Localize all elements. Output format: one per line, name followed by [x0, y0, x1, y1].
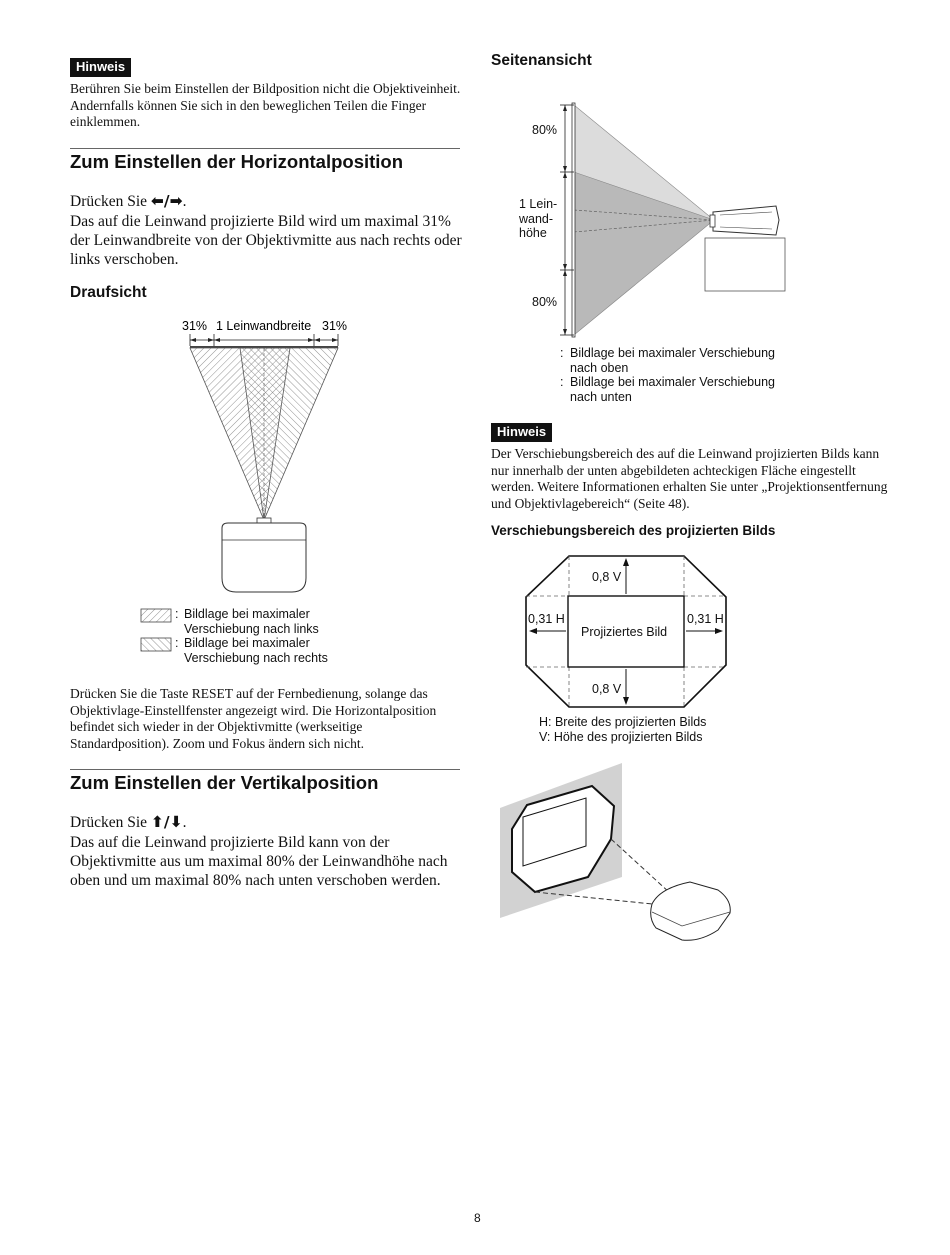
press-suffix: . — [182, 814, 187, 831]
fig-label-screen-width: 1 Leinwandbreite — [216, 319, 312, 333]
range-center-label: Projiziertes Bild — [581, 625, 668, 639]
reset-text: Drücken Sie die Taste RESET auf der Fernbedienung, solange das Objektivlage-Einstellfenster angezeigt wird. Die Horizontalposition befindet sich wieder in der Objektivmitte (werkseitige Standardposition). Zoom und Fokus ändern sich nicht. — [70, 686, 437, 751]
fig-label-left-pct: 31% — [182, 319, 208, 333]
projector-side-view — [713, 206, 779, 235]
projector-top-view — [222, 523, 306, 592]
legend-down-line2: nach unten — [570, 389, 632, 404]
subhead-range: Verschiebungsbereich des projizierten Bilds — [491, 523, 776, 538]
press-prefix: Drücken Sie — [70, 193, 151, 210]
up-down-arrows-icon: ⬆/⬇ — [150, 813, 183, 831]
range-v-bottom: 0,8 V — [592, 682, 622, 696]
heading-vertical: Zum Einstellen der Vertikalposition — [70, 772, 379, 793]
range-h-left: 0,31 H — [528, 612, 565, 626]
side-label-mid-line1: 1 Lein- — [519, 197, 558, 211]
screen-side — [572, 103, 575, 337]
lens-side — [710, 215, 715, 227]
subhead-seitenansicht: Seitenansicht — [491, 52, 592, 69]
legend-left-line1: Bildlage bei maximaler — [184, 607, 310, 621]
legend-swatch-left — [141, 609, 171, 622]
legend-left — [184, 607, 319, 636]
legend-down — [570, 375, 775, 404]
projector-stand — [705, 238, 785, 291]
legend-down-colon: : — [560, 375, 564, 389]
legend-up-colon: : — [560, 346, 564, 360]
note-badge-1 — [70, 58, 131, 77]
press-vertical — [70, 813, 465, 832]
range-h-right: 0,31 H — [687, 612, 724, 626]
legend-right-line2: Verschiebung nach rechts — [184, 650, 328, 665]
press-horizontal — [70, 192, 465, 211]
side-label-bottom: 80% — [532, 295, 558, 309]
side-label-mid-line3: höhe — [519, 226, 547, 240]
range-v-top: 0,8 V — [592, 570, 622, 584]
legend-up — [570, 346, 775, 375]
fig-label-right-pct: 31% — [322, 319, 348, 333]
side-label-mid-line2: wand- — [519, 211, 554, 226]
shift-down-area — [574, 172, 714, 335]
note-text-1: Berühren Sie beim Einstellen der Bildposition nicht die Objektiveinheit. Andernfalls können Sie sich in den beweglichen Teilen die Finger einklemmen. — [70, 81, 461, 129]
range-def-h: H: Breite des projizierten Bilds — [539, 715, 707, 729]
legend-right — [184, 636, 328, 665]
perspective-illustration — [495, 760, 740, 945]
press-suffix: . — [182, 193, 187, 210]
subhead-draufsicht: Draufsicht — [70, 284, 147, 301]
side-label-top: 80% — [532, 123, 558, 137]
legend-left-line2: Verschiebung nach links — [184, 621, 319, 636]
note-badge-label: Hinweis — [70, 58, 131, 77]
range-def-v: V: Höhe des projizierten Bilds — [539, 730, 703, 744]
heading-horizontal: Zum Einstellen der Horizontalposition — [70, 151, 404, 172]
note-text-2: Der Verschiebungsbereich des auf die Leinwand projizierten Bilds kann nur innerhalb der unten abgebildeten achteckigen Fläche eingestellt werden. Weitere Informationen erhalten Sie unter „Projektionsentfernung und Objektivlagebereich“ (Seite 48). — [491, 446, 888, 511]
vertical-body: Das auf die Leinwand projizierte Bild kann von der Objektivmitte aus um maximal 80% der Leinwandhöhe nach oben und um maximal 80% nach unten verschoben werden. — [70, 834, 448, 889]
horizontal-body: Das auf die Leinwand projizierte Bild wird um maximal 31% der Leinwandbreite von der Objektivmitte aus nach rechts oder links verschoben. — [70, 213, 462, 268]
legend-right-colon: : — [175, 636, 179, 650]
section-divider-1 — [70, 148, 460, 149]
legend-up-line1: Bildlage bei maximaler Verschiebung — [570, 346, 775, 360]
legend-up-line2: nach oben — [570, 360, 629, 375]
legend-left-colon: : — [175, 607, 179, 621]
page-number: 8 — [474, 1211, 481, 1225]
note-badge-label: Hinweis — [491, 423, 552, 442]
projector-3d — [651, 882, 731, 940]
left-right-arrows-icon: ⬅/➡ — [150, 192, 183, 210]
legend-down-line1: Bildlage bei maximaler Verschiebung — [570, 375, 775, 389]
press-prefix: Drücken Sie — [70, 814, 151, 831]
legend-swatch-right — [141, 638, 171, 651]
legend-right-line1: Bildlage bei maximaler — [184, 636, 310, 650]
section-divider-2 — [70, 769, 460, 770]
note-badge-2 — [491, 423, 552, 442]
side-label-mid — [519, 197, 557, 241]
